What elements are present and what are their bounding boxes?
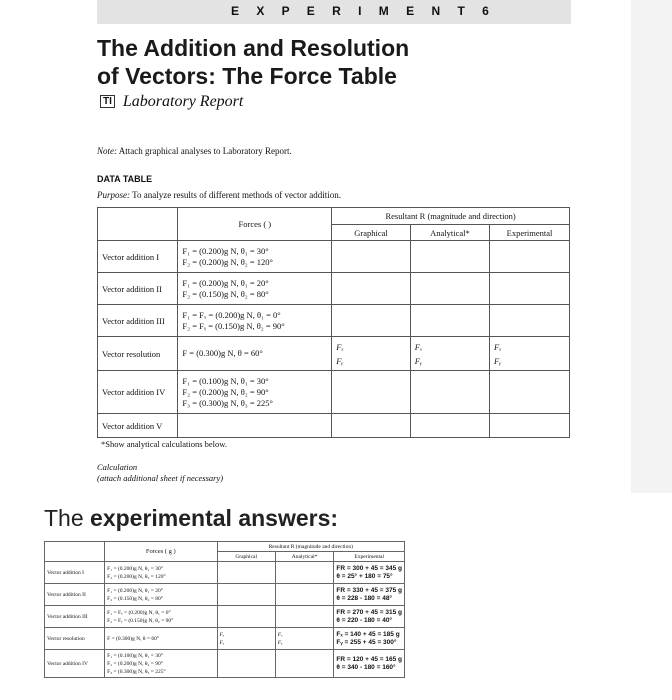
table-row bbox=[98, 337, 570, 371]
table-row bbox=[98, 241, 570, 273]
data-table bbox=[97, 207, 570, 438]
answer-line: Fₓ = 140 + 45 = 185 g bbox=[336, 630, 400, 638]
answer-line: FR = 330 + 45 = 375 g bbox=[336, 586, 402, 594]
force-line: F₂ = Fᵧ = (0.150)g N, θ₂ = 90° bbox=[182, 320, 285, 331]
graphical-cell bbox=[217, 584, 275, 606]
graphical-cell bbox=[217, 628, 275, 650]
force-line: F₂ = Fᵧ = (0.150)g N, θ₂ = 90° bbox=[107, 617, 174, 624]
table-row bbox=[98, 371, 570, 414]
forces-cell bbox=[178, 305, 332, 337]
experimental-cell[interactable] bbox=[490, 414, 570, 438]
purpose-text: To analyze results of different methods of vector addition. bbox=[132, 190, 341, 200]
answer-line: θ = 220 - 180 = 40° bbox=[336, 616, 393, 624]
title-line-2: of Vectors: The Force Table bbox=[97, 63, 397, 89]
header-blank-cell bbox=[45, 542, 105, 562]
heading-prefix: The bbox=[44, 505, 84, 531]
row-label: Vector addition V bbox=[98, 414, 178, 438]
table-row bbox=[98, 305, 570, 337]
graphical-cell bbox=[217, 562, 275, 584]
force-line: F₁ = (0.200)g N, θ₁ = 20° bbox=[107, 587, 163, 594]
answer-line: Fᵧ = 255 + 45 = 300° bbox=[336, 638, 397, 646]
row-label: Vector addition IV bbox=[45, 650, 105, 678]
fy-label: Fᵧ bbox=[277, 639, 283, 646]
graphical-cell bbox=[217, 650, 275, 678]
note-prefix: Note: bbox=[97, 146, 117, 156]
table-row bbox=[98, 414, 570, 438]
table-row bbox=[98, 273, 570, 305]
analytical-cell[interactable] bbox=[410, 241, 489, 273]
analytical-cell bbox=[275, 628, 334, 650]
force-line: F₃ = (0.300)g N, θ₃ = 225° bbox=[107, 668, 166, 675]
note bbox=[97, 146, 292, 156]
forces-cell bbox=[105, 584, 217, 606]
experimental-cell[interactable] bbox=[490, 371, 570, 414]
data-table-heading: DATA TABLE bbox=[97, 174, 153, 184]
answer-line: FR = 300 + 45 = 345 g bbox=[336, 564, 402, 572]
experimental-answer bbox=[334, 562, 405, 584]
experimental-cell[interactable] bbox=[490, 241, 570, 273]
analytical-cell[interactable] bbox=[410, 305, 489, 337]
graphical-cell[interactable] bbox=[332, 273, 411, 305]
fy-label: Fᵧ bbox=[494, 355, 502, 366]
analytical-cell bbox=[275, 650, 334, 678]
row-label: Vector addition II bbox=[45, 584, 105, 606]
force-line: F₂ = (0.200)g N, θ₂ = 120° bbox=[107, 573, 166, 580]
document-title bbox=[97, 34, 497, 90]
title-line-1: The Addition and Resolution bbox=[97, 35, 410, 61]
forces-header: Forces ( ) bbox=[178, 208, 332, 241]
row-label: Vector addition I bbox=[98, 241, 178, 273]
analytical-header: Analytical* bbox=[410, 225, 489, 241]
purpose-line bbox=[97, 190, 341, 200]
force-line: F₁ = (0.200)g N, θ₁ = 30° bbox=[182, 245, 269, 256]
experimental-cell[interactable] bbox=[490, 273, 570, 305]
experiment-label: E X P E R I M E N T 6 bbox=[231, 4, 496, 18]
force-line: F₂ = (0.200)g N, θ₂ = 120° bbox=[182, 256, 273, 267]
analytical-cell[interactable] bbox=[410, 414, 489, 438]
answer-line: θ = 228 - 180 = 48° bbox=[336, 594, 393, 602]
forces-cell bbox=[178, 414, 332, 438]
fx-label: Fₓ bbox=[494, 341, 502, 352]
analytical-header: Analytical* bbox=[275, 552, 334, 562]
row-label: Vector resolution bbox=[45, 628, 105, 650]
footnote: *Show analytical calculations below. bbox=[101, 439, 227, 449]
force-line: F₂ = (0.150)g N, θ₂ = 80° bbox=[107, 595, 163, 602]
force-line: F₁ = (0.200)g N, θ₁ = 20° bbox=[182, 277, 269, 288]
force-line: F₁ = Fₓ = (0.200)g N, θ₁ = 0° bbox=[182, 309, 281, 320]
experimental-answer bbox=[334, 628, 405, 650]
report-label: Laboratory Report bbox=[122, 93, 244, 110]
forces-cell bbox=[178, 337, 332, 371]
graphical-cell bbox=[217, 606, 275, 628]
purpose-prefix: Purpose: bbox=[97, 190, 130, 200]
experimental-answer bbox=[334, 606, 405, 628]
graphical-cell[interactable] bbox=[332, 305, 411, 337]
calculation-note bbox=[97, 462, 223, 484]
resultant-header: Resultant R (magnitude and direction) bbox=[217, 542, 404, 552]
experimental-answer bbox=[334, 650, 405, 678]
forces-cell bbox=[105, 628, 217, 650]
heading-bold: experimental answers: bbox=[90, 505, 339, 531]
force-line: F = (0.300)g N, θ = 60° bbox=[182, 348, 263, 358]
forces-cell bbox=[178, 371, 332, 414]
experiment-header-band bbox=[97, 0, 571, 24]
force-line: F₂ = (0.150)g N, θ₂ = 80° bbox=[182, 288, 269, 299]
page-margin-strip bbox=[631, 0, 672, 493]
forces-cell bbox=[105, 650, 217, 678]
force-line: F₁ = Fₓ = (0.200)g N, θ₁ = 0° bbox=[107, 609, 171, 616]
fy-label: Fᵧ bbox=[414, 355, 422, 366]
graphical-cell[interactable] bbox=[332, 241, 411, 273]
forces-cell bbox=[105, 562, 217, 584]
forces-cell bbox=[105, 606, 217, 628]
graphical-header: Graphical bbox=[217, 552, 275, 562]
note-text: Attach graphical analyses to Laboratory Report. bbox=[118, 146, 292, 156]
graphical-cell[interactable] bbox=[332, 337, 411, 371]
graphical-header: Graphical bbox=[332, 225, 411, 241]
analytical-cell[interactable] bbox=[410, 371, 489, 414]
answer-line: FR = 270 + 45 = 315 g bbox=[336, 608, 402, 616]
force-line: F₂ = (0.200)g N, θ₂ = 90° bbox=[182, 386, 269, 397]
analytical-cell bbox=[275, 562, 334, 584]
force-line: F₁ = (0.100)g N, θ₁ = 30° bbox=[182, 375, 269, 386]
row-label: Vector addition II bbox=[98, 273, 178, 305]
experimental-heading bbox=[44, 505, 338, 532]
experimental-header: Experimental bbox=[334, 552, 405, 562]
row-label: Vector addition III bbox=[98, 305, 178, 337]
row-label: Vector addition III bbox=[45, 606, 105, 628]
experimental-cell[interactable] bbox=[490, 305, 570, 337]
graphical-cell[interactable] bbox=[332, 414, 411, 438]
fy-label: Fᵧ bbox=[336, 355, 344, 366]
experimental-answer bbox=[334, 584, 405, 606]
analytical-cell bbox=[275, 606, 334, 628]
answer-line: θ = 25° + 180 = 75° bbox=[336, 572, 393, 580]
forces-cell bbox=[178, 241, 332, 273]
analytical-cell[interactable] bbox=[410, 337, 489, 371]
force-line: F₁ = (0.100)g N, θ₁ = 30° bbox=[107, 652, 163, 659]
table-row bbox=[45, 562, 405, 584]
forces-header: Forces ( g ) bbox=[105, 542, 217, 562]
answer-line: θ = 340 - 180 = 160° bbox=[336, 663, 396, 671]
forces-cell bbox=[178, 273, 332, 305]
fx-label: Fₓ bbox=[336, 341, 344, 352]
experimental-cell[interactable] bbox=[490, 337, 570, 371]
fx-label: Fₓ bbox=[277, 631, 283, 638]
experimental-header: Experimental bbox=[490, 225, 570, 241]
force-line: F₂ = (0.200)g N, θ₂ = 90° bbox=[107, 660, 163, 667]
fx-label: Fₓ bbox=[414, 341, 423, 352]
row-label: Vector resolution bbox=[98, 337, 178, 371]
table-row bbox=[45, 584, 405, 606]
row-label: Vector addition IV bbox=[98, 371, 178, 414]
report-subtitle bbox=[100, 93, 243, 111]
resultant-header: Resultant R (magnitude and direction) bbox=[332, 208, 570, 225]
row-label: Vector addition I bbox=[45, 562, 105, 584]
table-row bbox=[45, 606, 405, 628]
force-line: F₁ = (0.200)g N, θ₁ = 30° bbox=[107, 565, 163, 572]
force-line: F₃ = (0.300)g N, θ₃ = 225° bbox=[182, 397, 273, 408]
ti-badge: TI bbox=[100, 95, 115, 108]
answer-line: FR = 120 + 45 = 165 g bbox=[336, 655, 402, 663]
header-blank-cell bbox=[98, 208, 178, 241]
analytical-cell[interactable] bbox=[410, 273, 489, 305]
fy-label: Fᵧ bbox=[219, 639, 225, 646]
table-row bbox=[45, 650, 405, 678]
experimental-table bbox=[44, 541, 405, 678]
analytical-cell bbox=[275, 584, 334, 606]
table-row bbox=[45, 628, 405, 650]
force-line: F = (0.300)g N, θ = 60° bbox=[107, 635, 160, 642]
graphical-cell[interactable] bbox=[332, 371, 411, 414]
fx-label: Fₓ bbox=[219, 631, 225, 638]
calculation-hint: (attach additional sheet if necessary) bbox=[97, 473, 224, 483]
calculation-label: Calculation bbox=[97, 462, 138, 472]
